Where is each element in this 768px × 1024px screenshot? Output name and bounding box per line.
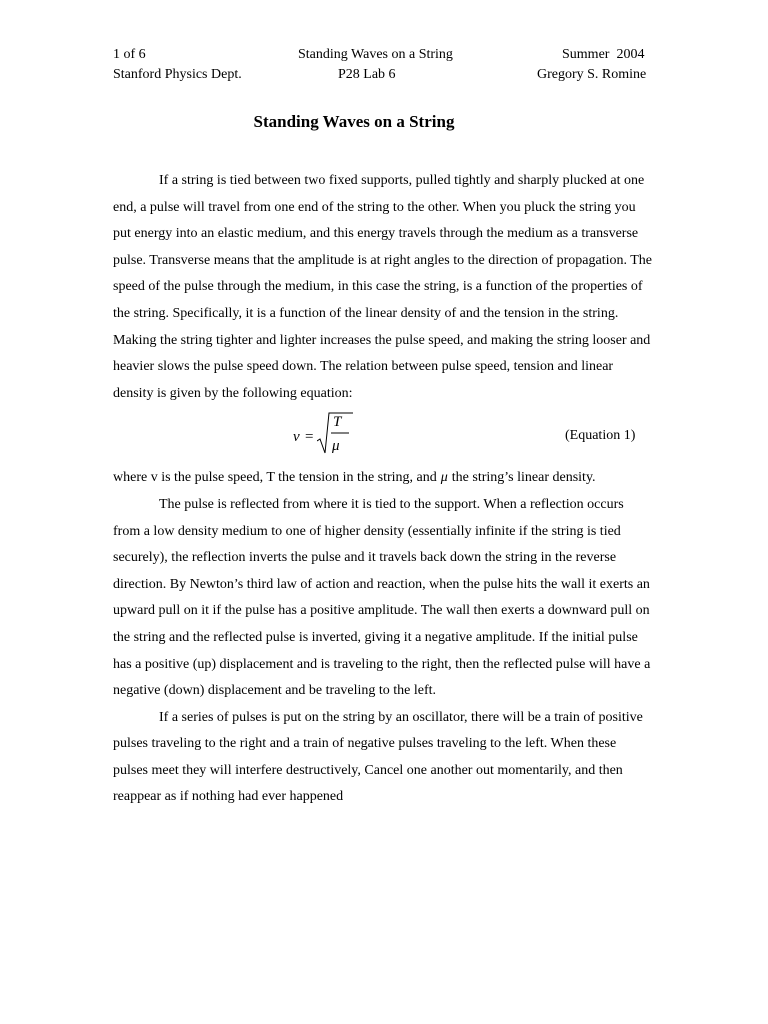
header-doc-title: Standing Waves on a String: [298, 47, 453, 62]
equation-lhs: v: [293, 429, 300, 446]
paragraph-intro: If a string is tied between two fixed supports, pulled tightly and sharply plucked at one end, a pulse will travel from one end of the string to the other. When you pluck the string you put energy into an elastic medium, and this energy travels through the medium as a transverse pulse. Transverse means that the amplitude is at right angles to the direction of propagation. The speed of the pulse through the medium, in this case the string, is a function of the properties of the string. Specifically, it is a function of the linear density of and the tension in the string. Making the string tighter and lighter increases the pulse speed, and making the string looser and heavier slows the pulse speed down. The relation between pulse speed, tension and linear density is given by the following equation:: [113, 173, 653, 401]
header-department: Stanford Physics Dept.: [113, 67, 242, 82]
mu-symbol: μ: [440, 470, 448, 486]
header-page-number: 1 of 6: [113, 47, 146, 62]
equation-numerator: T: [333, 414, 342, 431]
paragraph-where: [113, 465, 653, 492]
equation-denominator: μ: [332, 438, 340, 455]
paragraph-reflection: The pulse is reflected from where it is tied to the support. When a reflection occurs from a low density medium to one of higher density (essentially infinite if the string is tied securely), the reflection inverts the pulse and it travels back down the string in the reverse direction. By Newton’s third law of action and reaction, when the pulse hits the wall it exerts an upward pull on it if the pulse has a positive amplitude. The wall then exerts a downward pull on the string and the reflected pulse is inverted, giving it a negative amplitude. If the initial pulse has a positive (up) displacement and is traveling to the right, then the reflected pulse will have a negative (down) displacement and be traveling to the left.: [113, 496, 651, 699]
header-author: Gregory S. Romine: [537, 67, 647, 82]
document-title: Standing Waves on a String: [253, 112, 455, 131]
equation-1: [113, 407, 653, 465]
equation-label: (Equation 1): [565, 428, 636, 444]
where-text-before: where v is the pulse speed, T the tension in the string, and: [113, 470, 437, 486]
header-lab: P28 Lab 6: [338, 67, 396, 82]
paragraph-oscillator: If a series of pulses is put on the string by an oscillator, there will be a train of positive pulses traveling to the right and a train of negative pulses traveling to the left. When these pulses meet they will interfere destructively, Cancel one another out momentarily, and then reappear as if nothing had ever happened: [113, 709, 643, 805]
document-body: [113, 168, 653, 811]
where-text-after: the string’s linear density.: [451, 470, 596, 486]
equation-equals: =: [305, 429, 314, 446]
header-term: Summer 2004: [562, 47, 645, 62]
